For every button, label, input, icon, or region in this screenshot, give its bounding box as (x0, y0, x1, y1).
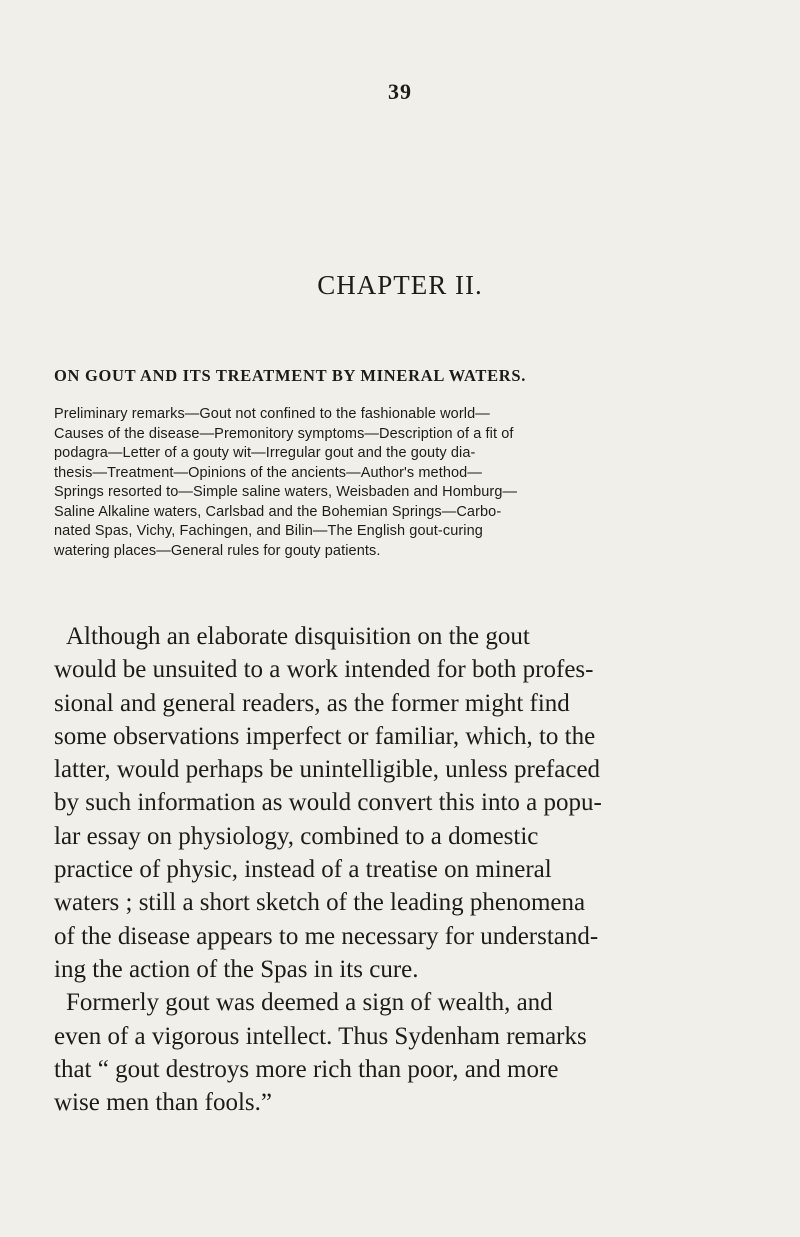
synopsis-line: Causes of the disease—Premonitory symptoms—Description of a fit of (54, 425, 514, 442)
body-text (54, 620, 759, 1119)
synopsis-line: podagra—Letter of a gouty wit—Irregular gout and the gouty dia- (54, 445, 476, 461)
body-line: waters ; still a short sketch of the leading phenomena (54, 889, 586, 917)
body-line: would be unsuited to a work intended for both profes- (54, 656, 594, 684)
page-number: 39 (388, 79, 412, 104)
body-line: by such information as would convert this into a popu- (54, 789, 602, 817)
chapter-subtitle: ON GOUT AND ITS TREATMENT BY MINERAL WATERS. (54, 366, 527, 385)
body-line: of the disease appears to me necessary for understand- (54, 922, 599, 950)
body-line: that “ gout destroys more rich than poor, and more (54, 1055, 559, 1083)
body-line: lar essay on physiology, combined to a domestic (54, 822, 539, 850)
body-line: Formerly gout was deemed a sign of wealth, and (66, 989, 553, 1017)
chapter-synopsis (54, 405, 754, 561)
body-line: Although an elaborate disquisition on the gout (66, 623, 530, 650)
synopsis-line: Saline Alkaline waters, Carlsbad and the Bohemian Springs—Carbo- (54, 503, 502, 520)
body-line: some observations imperfect or familiar, which, to the (54, 722, 596, 750)
body-line: latter, would perhaps be unintelligible, unless prefaced (54, 756, 601, 784)
synopsis-line: watering places—General rules for gouty patients. (54, 542, 381, 559)
body-line: wise men than fools.” (54, 1089, 273, 1117)
synopsis-line: nated Spas, Vichy, Fachingen, and Bilin—The English gout-curing (54, 523, 483, 539)
body-line: sional and general readers, as the former might find (54, 689, 570, 717)
chapter-title: CHAPTER II. (317, 270, 483, 300)
body-line: ing the action of the Spas in its cure. (54, 955, 419, 983)
synopsis-line: Springs resorted to—Simple saline waters, Weisbaden and Homburg— (54, 484, 518, 500)
body-line: practice of physic, instead of a treatise on mineral (54, 856, 552, 884)
synopsis-line: Preliminary remarks—Gout not confined to the fashionable world— (54, 406, 490, 422)
body-line: even of a vigorous intellect. Thus Sydenham remarks (54, 1022, 587, 1050)
synopsis-line: thesis—Treatment—Opinions of the ancients—Author's method— (54, 464, 482, 481)
